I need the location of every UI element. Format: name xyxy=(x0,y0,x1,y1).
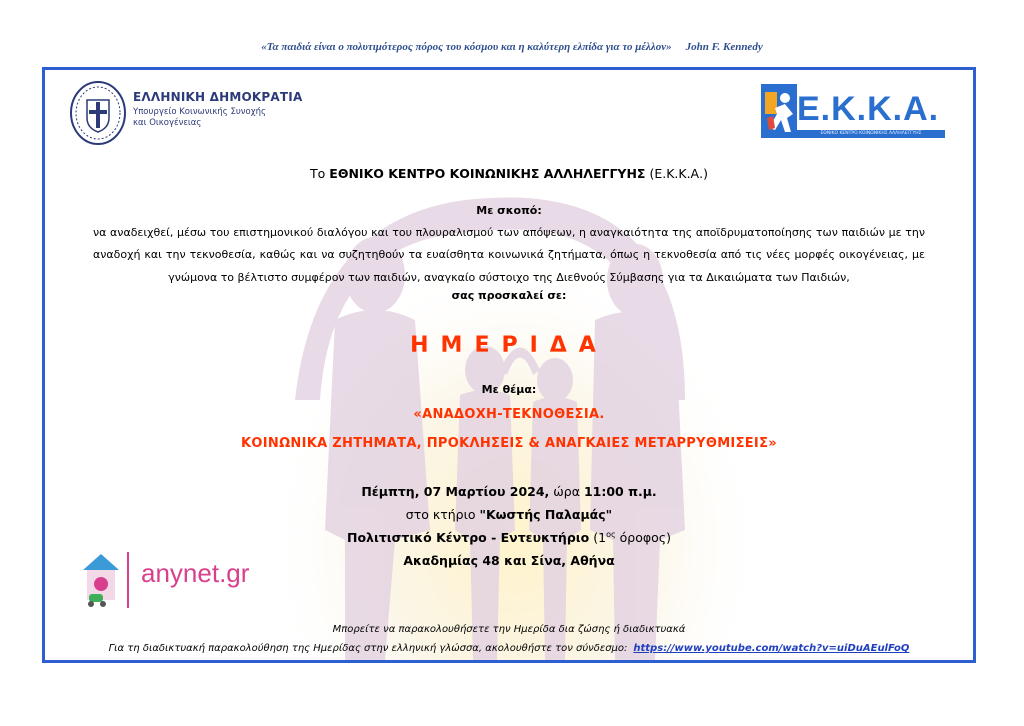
event-time: 11:00 π.μ. xyxy=(583,484,657,499)
ekka-logo-icon xyxy=(761,84,797,138)
invitation-frame xyxy=(42,67,976,663)
organization-name: ΕΘΝΙΚΟ ΚΕΝΤΡΟ ΚΟΙΝΩΝΙΚΗΣ ΑΛΛΗΛΕΓΓΥΗΣ xyxy=(329,166,646,181)
ekka-logo-strip: ΕΘΝΙΚΟ ΚΕΝΤΡΟ ΚΟΙΝΩΝΙΚΗΣ ΑΛΛΗΛΕΓΓΥΗΣ xyxy=(797,130,945,138)
watch-link-line xyxy=(45,643,973,654)
government-title xyxy=(133,90,302,129)
gov-line-2: Υπουργείο Κοινωνικής Συνοχής xyxy=(133,107,266,117)
quote-author: John F. Kennedy xyxy=(685,41,763,53)
aim-paragraph: να αναδειχθεί, μέσω του επιστημονικού διαλόγου και του πλουραλισμού των απόψεων, η αναγκαιότητα της αποϊδρυματοποίησης των παιδιών με την αναδοχή και την τεκνοθεσία, καθώς και να συζητηθούν τα ευαίσθητα κοινωνικά ζητήματα, όπως η τεκνοθεσία από τις νέες μορφές οικογένειας, με γνώμονα το βέλτιστο συμφέρον των παιδιών, αναγκαίο σύστοιχο της Διεθνούς Σύμβασης για τα Δικαιώματα των Παιδιών, xyxy=(93,226,925,284)
watch-info: Μπορείτε να παρακολουθήσετε την Ημερίδα δια ζώσης ή διαδικτυακά xyxy=(332,624,686,635)
event-address: Ακαδημίας 48 και Σίνα, Αθήνα xyxy=(403,553,615,568)
floor-superscript: ος xyxy=(606,530,616,539)
event-title-line-2: ΚΟΙΝΩΝΙΚΑ ΖΗΤΗΜΑΤΑ, ΠΡΟΚΛΗΣΕΙΣ & ΑΝΑΓΚΑΙΕΣ ΜΕΤΑΡΡΥΘΜΙΣΕΙΣ» xyxy=(241,436,777,451)
gov-line-1: ΕΛΛΗΝΙΚΗ ΔΗΜΟΚΡΑΤΙΑ xyxy=(133,90,303,104)
invite-line: σας προσκαλεί σε: xyxy=(451,289,567,302)
anynet-logo-text: anynet.gr xyxy=(141,558,250,588)
intro-line xyxy=(45,166,973,181)
gov-line-3: και Οικογένειας xyxy=(133,118,202,128)
quote-text: «Τα παιδιά είναι ο πολυτιμότερος πόρος του κόσμου και η καλύτερη ελπίδα για το μέλλον» xyxy=(261,41,672,53)
event-date-line xyxy=(45,484,973,499)
building-prefix: στο κτήριο xyxy=(405,507,476,522)
floor-number: (1 xyxy=(593,530,607,546)
event-title-line-1: «ΑΝΑΔΟΧΗ-ΤΕΚΝΟΘΕΣΙΑ. xyxy=(413,407,605,422)
anynet-logo-icon xyxy=(81,550,137,612)
building-name: "Κωστής Παλαμάς" xyxy=(479,507,613,522)
ekka-logo-text: Ε.Κ.Κ.Α. xyxy=(797,90,940,128)
floor-word: όροφος) xyxy=(615,530,671,546)
event-date: Πέμπτη, 07 Μαρτίου 2024, xyxy=(361,484,550,499)
event-building-line xyxy=(45,507,973,522)
youtube-link[interactable]: https://www.youtube.com/watch?v=uiDuAEulFoQ xyxy=(633,643,910,654)
venue-name: Πολιτιστικό Κέντρο - Εντευκτήριο xyxy=(347,530,590,546)
watch-instructions: Για τη διαδικτυακή παρακολούθηση της Ημερίδας στην ελληνική γλώσσα, ακολουθήστε τον σύνδεσμο: xyxy=(108,643,628,654)
theme-label: Με θέμα: xyxy=(481,383,537,396)
kennedy-quote xyxy=(0,41,1024,53)
organization-acronym: (Ε.Κ.Κ.Α.) xyxy=(649,166,708,181)
event-time-prefix: ώρα xyxy=(553,484,580,499)
event-venue-line xyxy=(45,530,973,545)
intro-prefix: Το xyxy=(310,166,326,181)
aim-label: Με σκοπό: xyxy=(476,204,542,217)
event-heading: ΗΜΕΡΙΔΑ xyxy=(410,333,608,358)
greek-coat-of-arms-icon xyxy=(69,80,127,146)
